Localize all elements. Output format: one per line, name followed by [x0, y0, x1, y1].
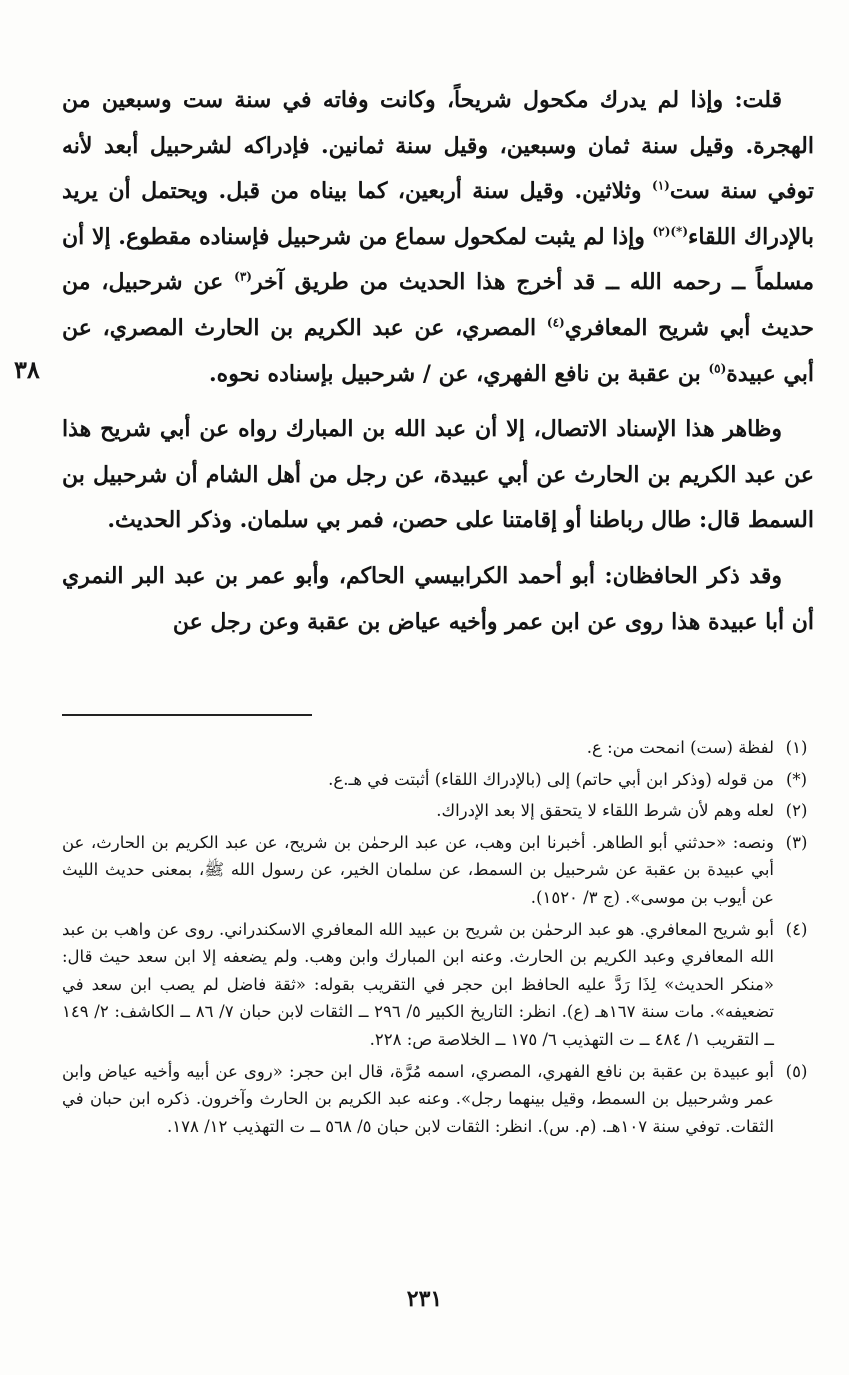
footnote-marker-1[interactable]: (١) [652, 178, 670, 193]
footnote-text: لفظة (ست) انمحت من: ع. [586, 738, 774, 757]
footnote-number: (٥) [785, 1061, 808, 1081]
footnote-text: أبو عبيدة بن عقبة بن نافع الفهري، المصري، اسمه مُرَّة، قال ابن حجر: «روى عن أبيه وأخيه عياض وابن عمر وشرحبيل بن السمط، وقيل بينهما رجل». وعنه عبد الكريم بن الحارث وآخرون. ذكره ابن حبان في الثقات. توفي سنة ١٠٧هـ. (م. س). انظر: الثقات لابن حبان ٥/ ٥٦٨ ــ ت التهذيب ١٢/ ١٧٨. [62, 1061, 774, 1136]
footnote-text: أبو شريح المعافري. هو عبد الرحمٰن بن شريح بن عبيد الله المعافري الاسكندراني. روى عن واهب بن عبد الله المعافري وعبد الكريم بن الحارث. وعنه ابن المبارك وابن وهب. ولم يضعفه إلا ابن سعد حيث قال: «منكر الحديث» لِذَا رَدَّ عليه الحافظ ابن حجر في التقريب بقوله: «ثقة فاضل لم يصب ابن سعد في تضعيفه». مات سنة ١٦٧هـ (ع). انظر: التاريخ الكبير ٥/ ٢٩٦ ــ الثقات لابن حبان ٧/ ٨٦ ــ الكاشف: ٢/ ١٤٩ ــ التقريب ١/ ٤٨٤ ــ ت التهذيب ٦/ ١٧٥ ــ الخلاصة ص: ٢٢٨. [62, 919, 775, 1049]
p1-text-c: وإذا لم يثبت لمكحول سماع من شرحبيل فإسناده مقطوع. إلا أن مسلماً ــ رحمه الله ــ قد أخرج هذا الحديث من طريق آخر [62, 223, 814, 296]
footnote-text: ونصه: «حدثني أبو الطاهر. أخبرنا ابن وهب، عن عبد الرحمٰن بن شريح، عن عبد الكريم بن الحارث، عن أبي عبيدة بن عقبة عن شرحبيل بن السمط، عن سلمان الخير، عن رسول الله ﷺ، بمعنى حديث الليث عن أيوب بن موسى». (ج ٣/ ١٥٢٠). [62, 832, 774, 907]
footnote-marker-2[interactable]: (*)(٢) [652, 224, 688, 239]
footnote [62, 734, 819, 762]
footnote-number: (٤) [785, 919, 808, 939]
footnote [62, 916, 819, 1054]
footnote [62, 766, 819, 794]
footnote-marker-3[interactable]: (٣) [234, 270, 252, 285]
footnote-separator [62, 714, 312, 716]
footnote-number: (٢) [785, 801, 808, 821]
p1-text-b: وثلاثين. وقيل سنة أربعين، كما بيناه من قبل. ويحتمل أن يريد بالإدراك اللقاء [62, 178, 814, 250]
page-number: ٢٣١ [406, 1286, 443, 1312]
p1-text-a: قلت: وإذا لم يدرك مكحول شريحاً، وكانت وفاته في سنة ست وسبعين من الهجرة. وقيل سنة ثمان وسبعين، وقيل سنة ثمانين. فإدراكه لشرحبيل أبعد لأنه توفي سنة ست [62, 87, 814, 205]
footnote [62, 829, 819, 912]
footnote-text: من قوله (وذكر ابن أبي حاتم) إلى (بالإدراك اللقاء) أثبتت في هـ.ع. [328, 769, 774, 789]
footnote-number: (٣) [785, 832, 808, 852]
paragraph-3: وقد ذكر الحافظان: أبو أحمد الكرابيسي الحاكم، وأبو عمر بن عبد البر النمري أن أبا عبيدة هذا روى عن ابن عمر وأخيه عياض بن عقبة وعن رجل عن [62, 562, 814, 635]
footnote-marker-4[interactable]: (٤) [546, 315, 565, 330]
paragraph-2: وظاهر هذا الإسناد الاتصال، إلا أن عبد الله بن المبارك رواه عن أبي شريح هذا عن عبد الكريم بن الحارث عن أبي عبيدة، عن رجل من أهل الشام أن شرحبيل بن السمط قال: طال رباطنا أو إقامتنا على حصن، فمر بي سلمان. وذكر الحديث. [62, 416, 814, 534]
main-text [62, 78, 814, 645]
paragraph-1 [62, 78, 814, 397]
footnote [62, 1058, 819, 1141]
footnotes-section [62, 734, 819, 1144]
footnote-number: (*) [785, 769, 808, 789]
p1-text-f: بن عقبة بن نافع الفهري، عن / شرحبيل بإسناده نحوه. [209, 360, 709, 387]
p1-text-e: المصري، عن عبد الكريم بن الحارث المصري، عن أبي عبيدة [62, 314, 814, 387]
footnote-marker-5[interactable]: (٥) [708, 361, 727, 376]
footnote [62, 797, 819, 825]
footnote-text: لعله وهم لأن شرط اللقاء لا يتحقق إلا بعد الإدراك. [436, 801, 774, 821]
p1-text-d: عن شرحبيل، من حديث أبي شريح المعافري [62, 269, 814, 341]
margin-page-reference: ٣٨ [14, 355, 40, 384]
footnote-number: (١) [785, 738, 808, 757]
